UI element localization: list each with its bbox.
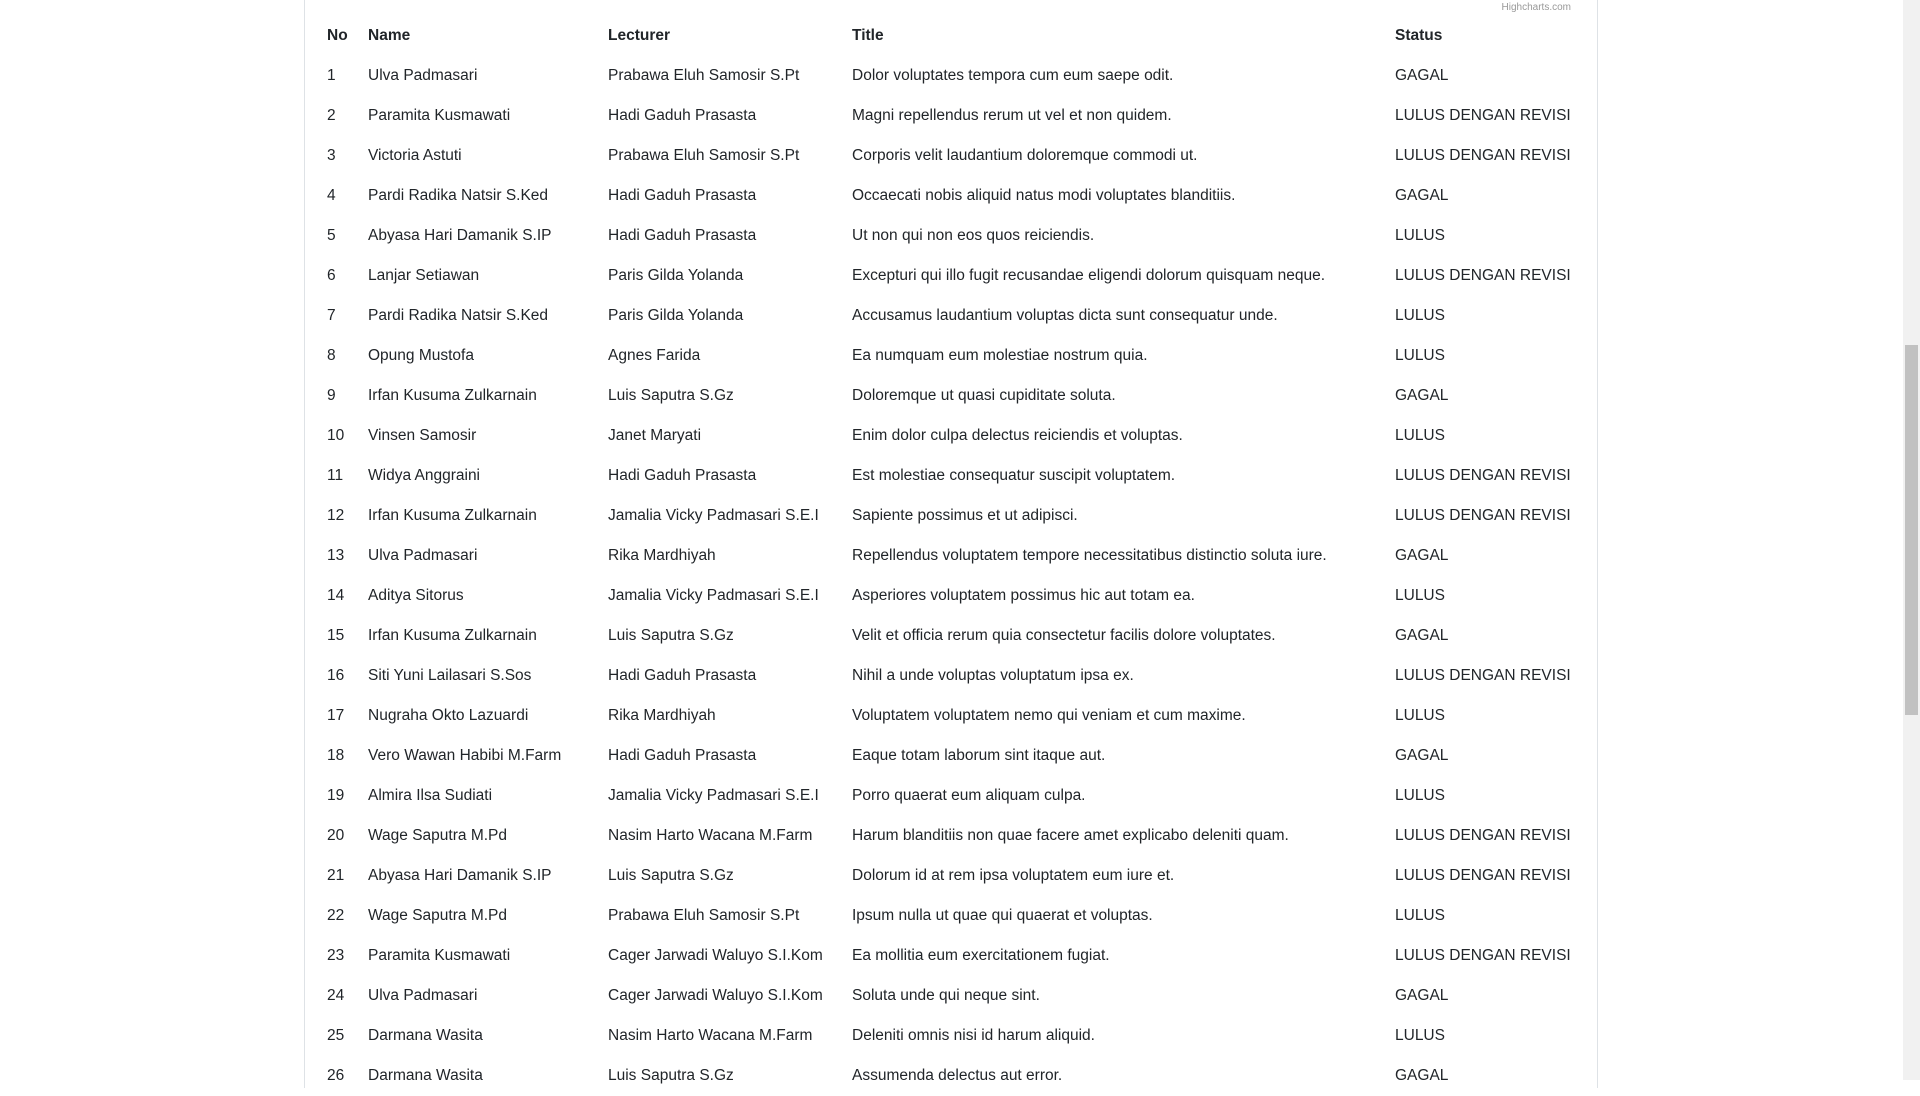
cell-status: GAGAL — [1395, 187, 1449, 204]
cell-no: 13 — [327, 547, 345, 564]
cell-no: 11 — [327, 467, 344, 484]
cell-status: LULUS — [1395, 587, 1445, 604]
table-row — [319, 696, 1581, 736]
cell-name: Siti Yuni Lailasari S.Sos — [368, 667, 532, 684]
cell-status: GAGAL — [1395, 547, 1449, 564]
cell-lecturer: Paris Gilda Yolanda — [608, 307, 744, 324]
cell-no: 16 — [327, 667, 345, 684]
cell-name: Opung Mustofa — [368, 347, 474, 364]
cell-no: 25 — [327, 1027, 345, 1044]
table-row — [319, 96, 1581, 136]
cell-no: 7 — [327, 307, 336, 324]
cell-title: Porro quaerat eum aliquam culpa. — [852, 787, 1086, 804]
cell-status: LULUS DENGAN REVISI — [1395, 147, 1571, 164]
cell-name: Victoria Astuti — [368, 147, 462, 164]
cell-status: LULUS DENGAN REVISI — [1395, 947, 1571, 964]
cell-status: LULUS DENGAN REVISI — [1395, 667, 1571, 684]
scrollbar-thumb[interactable] — [1905, 345, 1918, 715]
cell-title: Deleniti omnis nisi id harum aliquid. — [852, 1027, 1095, 1044]
cell-no: 3 — [327, 147, 336, 164]
cell-lecturer: Luis Saputra S.Gz — [608, 867, 734, 884]
cell-title: Asperiores voluptatem possimus hic aut totam ea. — [852, 587, 1195, 604]
cell-title: Accusamus laudantium voluptas dicta sunt consequatur unde. — [852, 307, 1278, 324]
cell-status: LULUS DENGAN REVISI — [1395, 827, 1571, 844]
cell-title: Est molestiae consequatur suscipit voluptatem. — [852, 467, 1176, 484]
cell-name: Paramita Kusmawati — [368, 107, 511, 124]
header-title: Title — [852, 27, 884, 44]
cell-no: 19 — [327, 787, 345, 804]
cell-lecturer: Cager Jarwadi Waluyo S.I.Kom — [608, 987, 823, 1004]
table-row — [319, 256, 1581, 296]
cell-status: GAGAL — [1395, 387, 1449, 404]
cell-lecturer: Nasim Harto Wacana M.Farm — [608, 827, 813, 844]
table-row — [319, 296, 1581, 336]
table-row — [319, 1056, 1581, 1096]
cell-lecturer: Janet Maryati — [608, 427, 702, 444]
table-row — [319, 136, 1581, 176]
cell-no: 10 — [327, 427, 345, 444]
cell-status: LULUS DENGAN REVISI — [1395, 467, 1571, 484]
cell-name: Almira Ilsa Sudiati — [368, 787, 493, 804]
cell-status: GAGAL — [1395, 987, 1449, 1004]
cell-status: LULUS — [1395, 707, 1445, 724]
table-row — [319, 56, 1581, 96]
cell-name: Wage Saputra M.Pd — [368, 907, 507, 924]
cell-name: Vero Wawan Habibi M.Farm — [368, 747, 562, 764]
cell-lecturer: Jamalia Vicky Padmasari S.E.I — [608, 787, 819, 804]
cell-title: Nihil a unde voluptas voluptatum ipsa ex. — [852, 667, 1134, 684]
cell-lecturer: Jamalia Vicky Padmasari S.E.I — [608, 587, 819, 604]
cell-lecturer: Hadi Gaduh Prasasta — [608, 187, 757, 204]
cell-name: Irfan Kusuma Zulkarnain — [368, 387, 537, 404]
cell-lecturer: Prabawa Eluh Samosir S.Pt — [608, 147, 800, 164]
cell-name: Vinsen Samosir — [368, 427, 477, 444]
cell-lecturer: Luis Saputra S.Gz — [608, 387, 734, 404]
table-row — [319, 456, 1581, 496]
cell-lecturer: Luis Saputra S.Gz — [608, 627, 734, 644]
cell-status: LULUS — [1395, 1027, 1445, 1044]
cell-name: Abyasa Hari Damanik S.IP — [368, 867, 552, 884]
cell-status: LULUS — [1395, 227, 1445, 244]
cell-no: 15 — [327, 627, 345, 644]
header-name: Name — [368, 27, 411, 44]
cell-lecturer: Nasim Harto Wacana M.Farm — [608, 1027, 813, 1044]
cell-status: LULUS — [1395, 347, 1445, 364]
cell-lecturer: Hadi Gaduh Prasasta — [608, 467, 757, 484]
cell-name: Irfan Kusuma Zulkarnain — [368, 627, 537, 644]
cell-lecturer: Hadi Gaduh Prasasta — [608, 667, 757, 684]
cell-name: Widya Anggraini — [368, 467, 481, 484]
cell-title: Voluptatem voluptatem nemo qui veniam et cum maxime. — [852, 707, 1246, 724]
cell-title: Harum blanditiis non quae facere amet explicabo deleniti quam. — [852, 827, 1289, 844]
table-row — [319, 816, 1581, 856]
cell-name: Paramita Kusmawati — [368, 947, 511, 964]
cell-status: LULUS DENGAN REVISI — [1395, 507, 1571, 524]
cell-title: Repellendus voluptatem tempore necessitatibus distinctio soluta iure. — [852, 547, 1327, 564]
table-row — [319, 216, 1581, 256]
cell-no: 1 — [327, 67, 336, 84]
cell-title: Ea numquam eum molestiae nostrum quia. — [852, 347, 1148, 364]
table-row — [319, 736, 1581, 776]
cell-title: Velit et officia rerum quia consectetur facilis dolore voluptates. — [852, 627, 1276, 644]
cell-status: LULUS DENGAN REVISI — [1395, 267, 1571, 284]
table-row — [319, 856, 1581, 896]
cell-title: Ipsum nulla ut quae qui quaerat et voluptas. — [852, 907, 1153, 924]
cell-no: 9 — [327, 387, 336, 404]
cell-lecturer: Jamalia Vicky Padmasari S.E.I — [608, 507, 819, 524]
cell-status: GAGAL — [1395, 67, 1449, 84]
cell-no: 17 — [327, 707, 345, 724]
cell-no: 26 — [327, 1067, 345, 1084]
cell-lecturer: Hadi Gaduh Prasasta — [608, 747, 757, 764]
table-row — [319, 336, 1581, 376]
table-row — [319, 176, 1581, 216]
cell-lecturer: Hadi Gaduh Prasasta — [608, 107, 757, 124]
cell-lecturer: Rika Mardhiyah — [608, 547, 716, 564]
table-row — [319, 896, 1581, 936]
cell-status: LULUS — [1395, 787, 1445, 804]
cell-title: Magni repellendus rerum ut vel et non quidem. — [852, 107, 1172, 124]
cell-no: 6 — [327, 267, 336, 284]
thesis-table — [319, 16, 1581, 1096]
cell-title: Sapiente possimus et ut adipisci. — [852, 507, 1078, 524]
table-row — [319, 416, 1581, 456]
header-status: Status — [1395, 27, 1443, 44]
cell-no: 23 — [327, 947, 345, 964]
table-row — [319, 776, 1581, 816]
cell-title: Assumenda delectus aut error. — [852, 1067, 1063, 1084]
cell-status: GAGAL — [1395, 747, 1449, 764]
table-row — [319, 536, 1581, 576]
cell-no: 12 — [327, 507, 345, 524]
cell-status: LULUS DENGAN REVISI — [1395, 107, 1571, 124]
table-row — [319, 616, 1581, 656]
cell-no: 5 — [327, 227, 336, 244]
table-row — [319, 976, 1581, 1016]
cell-title: Corporis velit laudantium doloremque commodi ut. — [852, 147, 1198, 164]
cell-title: Excepturi qui illo fugit recusandae eligendi dolorum quisquam neque. — [852, 267, 1326, 284]
cell-title: Ea mollitia eum exercitationem fugiat. — [852, 947, 1110, 964]
cell-name: Nugraha Okto Lazuardi — [368, 707, 529, 724]
cell-name: Abyasa Hari Damanik S.IP — [368, 227, 552, 244]
cell-no: 4 — [327, 187, 336, 204]
cell-name: Darmana Wasita — [368, 1067, 483, 1084]
cell-title: Doloremque ut quasi cupiditate soluta. — [852, 387, 1116, 404]
cell-title: Eaque totam laborum sint itaque aut. — [852, 747, 1106, 764]
cell-name: Pardi Radika Natsir S.Ked — [368, 187, 549, 204]
table-row — [319, 496, 1581, 536]
cell-status: GAGAL — [1395, 627, 1449, 644]
cell-lecturer: Rika Mardhiyah — [608, 707, 716, 724]
cell-title: Occaecati nobis aliquid natus modi voluptates blanditiis. — [852, 187, 1236, 204]
cell-lecturer: Hadi Gaduh Prasasta — [608, 227, 757, 244]
header-no: No — [327, 27, 348, 44]
cell-status: LULUS — [1395, 427, 1445, 444]
cell-status: LULUS — [1395, 307, 1445, 324]
table-header-row — [319, 16, 1581, 56]
cell-name: Ulva Padmasari — [368, 547, 478, 564]
header-lecturer: Lecturer — [608, 27, 671, 44]
cell-lecturer: Prabawa Eluh Samosir S.Pt — [608, 67, 800, 84]
cell-lecturer: Agnes Farida — [608, 347, 701, 364]
cell-status: LULUS — [1395, 907, 1445, 924]
cell-no: 14 — [327, 587, 345, 604]
content-card — [304, 0, 1598, 1088]
vertical-scrollbar[interactable] — [1903, 0, 1920, 1080]
highcharts-credits-link[interactable]: Highcharts.com — [1501, 2, 1571, 13]
table-row — [319, 576, 1581, 616]
table-row — [319, 656, 1581, 696]
cell-no: 22 — [327, 907, 345, 924]
table-row — [319, 1016, 1581, 1056]
cell-name: Aditya Sitorus — [368, 587, 464, 604]
cell-lecturer: Cager Jarwadi Waluyo S.I.Kom — [608, 947, 823, 964]
cell-lecturer: Prabawa Eluh Samosir S.Pt — [608, 907, 800, 924]
cell-status: GAGAL — [1395, 1067, 1449, 1084]
cell-no: 2 — [327, 107, 336, 124]
cell-title: Ut non qui non eos quos reiciendis. — [852, 227, 1095, 244]
cell-name: Wage Saputra M.Pd — [368, 827, 507, 844]
cell-name: Pardi Radika Natsir S.Ked — [368, 307, 549, 324]
cell-title: Soluta unde qui neque sint. — [852, 987, 1040, 1004]
cell-status: LULUS DENGAN REVISI — [1395, 867, 1571, 884]
cell-name: Ulva Padmasari — [368, 67, 478, 84]
cell-name: Lanjar Setiawan — [368, 267, 480, 284]
cell-name: Darmana Wasita — [368, 1027, 483, 1044]
cell-lecturer: Paris Gilda Yolanda — [608, 267, 744, 284]
table-body — [319, 56, 1581, 1096]
cell-no: 21 — [327, 867, 345, 884]
cell-lecturer: Luis Saputra S.Gz — [608, 1067, 734, 1084]
cell-title: Dolorum id at rem ipsa voluptatem eum iure et. — [852, 867, 1175, 884]
cell-name: Irfan Kusuma Zulkarnain — [368, 507, 537, 524]
cell-title: Enim dolor culpa delectus reiciendis et voluptas. — [852, 427, 1183, 444]
table-row — [319, 376, 1581, 416]
table-row — [319, 936, 1581, 976]
cell-name: Ulva Padmasari — [368, 987, 478, 1004]
cell-no: 8 — [327, 347, 336, 364]
cell-title: Dolor voluptates tempora cum eum saepe odit. — [852, 67, 1174, 84]
cell-no: 24 — [327, 987, 345, 1004]
cell-no: 20 — [327, 827, 345, 844]
cell-no: 18 — [327, 747, 345, 764]
